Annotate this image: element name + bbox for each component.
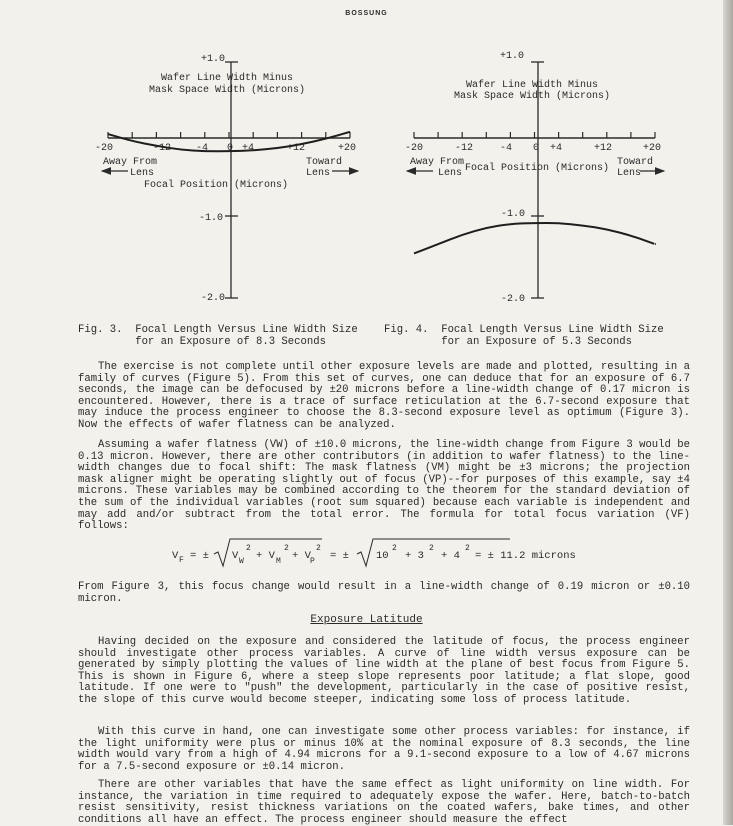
fig4-ylabel-line1: Wafer Line Width Minus	[465, 80, 599, 91]
formula-vp-sub: P	[310, 557, 315, 566]
fig3-tick-label-m12: -12	[153, 143, 172, 154]
paragraph-1: The exercise is not complete until other exposure levels are made and plotted, resulting in a family of curves (Figure 5). From this set of curves, one can deduce that for an exposure of 6.7 seconds, the image can be defocused by ±20 microns before a line-width change of 0.17 micron is encountered. However, there is a trace of surface reticulation at the 6.7-second exposure that may induce the process engineer to choose the 8.3-second exposure level as optimum (Figure 3). Now the effects of wafer flatness can be analyzed.	[78, 361, 690, 431]
fig4-y-mid-label: -1.0	[501, 209, 526, 220]
fig4-xlabel: Focal Position (Microns)	[464, 163, 610, 174]
figures-area	[0, 0, 733, 330]
fig4-ylabel-line2: Mask Space Width (Microns)	[453, 91, 611, 102]
fig3-tick-label-m20: -20	[95, 143, 114, 154]
formula-ten: 10	[376, 550, 389, 562]
fig4-right-label-line1: Toward	[617, 157, 654, 168]
formula-four: + 4	[441, 550, 460, 562]
formula-four-sup: 2	[465, 544, 470, 553]
formula-vp: + V	[292, 550, 311, 562]
fig4-tick-label-m4: -4	[500, 143, 513, 154]
formula-vf: V	[172, 550, 179, 562]
fig3-tick-label-m4: -4	[196, 143, 209, 154]
fig3-tick-label-p12: +12	[287, 143, 306, 154]
fig4-right-label-line2: Lens	[617, 168, 642, 179]
figure-4	[405, 51, 664, 305]
fig4-tick-label-m12: -12	[455, 143, 474, 154]
fig4-tick-label-p4: +4	[550, 143, 563, 154]
formula-vw: V	[232, 550, 239, 562]
fig4-caption-line1: Fig. 4. Focal Length Versus Line Width Size	[384, 324, 664, 336]
fig3-y-mid-label: -1.0	[199, 213, 224, 224]
fig4-left-label-line2: Lens	[438, 168, 463, 179]
formula-result: = ± 11.2 microns	[475, 550, 576, 562]
fig3-ylabel-line2: Mask Space Width (Microns)	[148, 85, 306, 96]
fig4-y-bottom-label: -2.0	[501, 294, 526, 305]
fig4-tick-label-m20: -20	[405, 143, 424, 154]
paragraph-5: With this curve in hand, one can investigate some other process variables: for instance, if the light uniformity were plus or minus 10% at the nominal exposure of 8.3 seconds, the line width would vary from a high of 4.94 microns for a 9.1-second exposure to a low of 4.67 microns for a 7.5-second exposure or ±0.14 micron.	[78, 726, 690, 773]
fig3-caption	[78, 324, 358, 348]
fig3-tick-label-p4: +4	[242, 143, 255, 154]
fig3-right-label-line2: Lens	[306, 168, 331, 179]
figure-3	[95, 54, 358, 304]
formula-ten-sup: 2	[392, 544, 397, 553]
paragraph-2: Assuming a wafer flatness (VW) of ±10.0 microns, the line-width change from Figure 3 would be 0.13 micron. However, there are other contributors (in addition to wafer flatness) to the line-width changes due to focal shift: The mask flatness (VM) might be ±3 microns; the projection mask aligner might be operating slightly out of focus (VP)--for purposes of this example, say ±4 microns. These variables may be combined according to the theorem for the standard deviation of the sum of the individual variables (root sum squared) because each variable is independent and may add and/or subtract from the total error. The formula for total focus variation (VF) follows:	[78, 439, 690, 533]
fig3-y-bottom-label: -2.0	[201, 293, 226, 304]
fig4-tick-label-0: 0	[533, 143, 540, 154]
fig4-caption	[384, 324, 664, 348]
formula-block	[0, 536, 733, 570]
fig4-x-ticks	[414, 132, 655, 138]
fig3-x-ticks	[108, 132, 350, 138]
fig4-y-top-label: +1.0	[500, 51, 525, 62]
fig4-curve	[414, 223, 655, 253]
fig4-left-label-line1: Away From	[410, 157, 465, 168]
formula-pm-2: = ±	[330, 550, 349, 562]
section-heading	[0, 614, 733, 626]
fig3-left-label-line1: Away From	[103, 157, 158, 168]
formula-three-sup: 2	[429, 544, 434, 553]
formula-vf-sub: F	[179, 556, 184, 565]
fig3-tick-label-p20: +20	[338, 143, 357, 154]
running-head: BOSSUNG	[345, 10, 388, 17]
formula-vp-sup: 2	[316, 544, 321, 553]
fig3-xlabel: Focal Position (Microns)	[143, 180, 289, 191]
fig4-caption-line2: for an Exposure of 5.3 Seconds	[384, 336, 632, 348]
formula-pm-1: = ±	[190, 550, 209, 562]
fig3-right-label-line1: Toward	[306, 157, 343, 168]
formula-vw-sub: W	[239, 557, 244, 566]
fig3-left-label-line2: Lens	[130, 168, 155, 179]
formula-vm: + V	[256, 550, 275, 562]
paragraph-4: Having decided on the exposure and considered the latitude of focus, the process engineer should investigate other process variables. A curve of line width versus exposure can be generated by simply plotting the values of line width at the plane of best focus from Figure 5. This is shown in Figure 6, where a steep slope represents poor latitude; a flat slope, good latitude. If one were to "push" the development, particularly in the case of positive resist, the slope of this curve would become steeper, indicating some loss of process latitude.	[78, 636, 690, 706]
fig3-caption-line2: for an Exposure of 8.3 Seconds	[78, 336, 326, 348]
formula-vm-sup: 2	[284, 544, 289, 553]
formula-vm-sub: M	[276, 557, 281, 566]
paragraph-6: There are other variables that have the same effect as light uniformity on line width. For instance, the variation in time required to adequately expose the wafer. Here, batch-to-batch resist sensitivity, resist thickness variations on the coated wafers, bake times, and other conditions all have an effect. The process engineer should measure the effect	[78, 779, 690, 826]
fig4-tick-label-p12: +12	[594, 143, 613, 154]
section-heading-text: Exposure Latitude	[310, 614, 423, 626]
fig3-tick-label-0: 0	[227, 143, 234, 154]
formula-three: + 3	[405, 550, 424, 562]
fig3-y-top-label: +1.0	[201, 54, 226, 65]
fig4-tick-label-p20: +20	[643, 143, 662, 154]
paragraph-3: From Figure 3, this focus change would result in a line-width change of 0.19 micron or ±0.10 micron.	[78, 581, 690, 605]
fig3-caption-line1: Fig. 3. Focal Length Versus Line Width Size	[78, 324, 358, 336]
fig3-ylabel-line1: Wafer Line Width Minus	[160, 73, 294, 84]
formula-vw-sup: 2	[246, 544, 251, 553]
